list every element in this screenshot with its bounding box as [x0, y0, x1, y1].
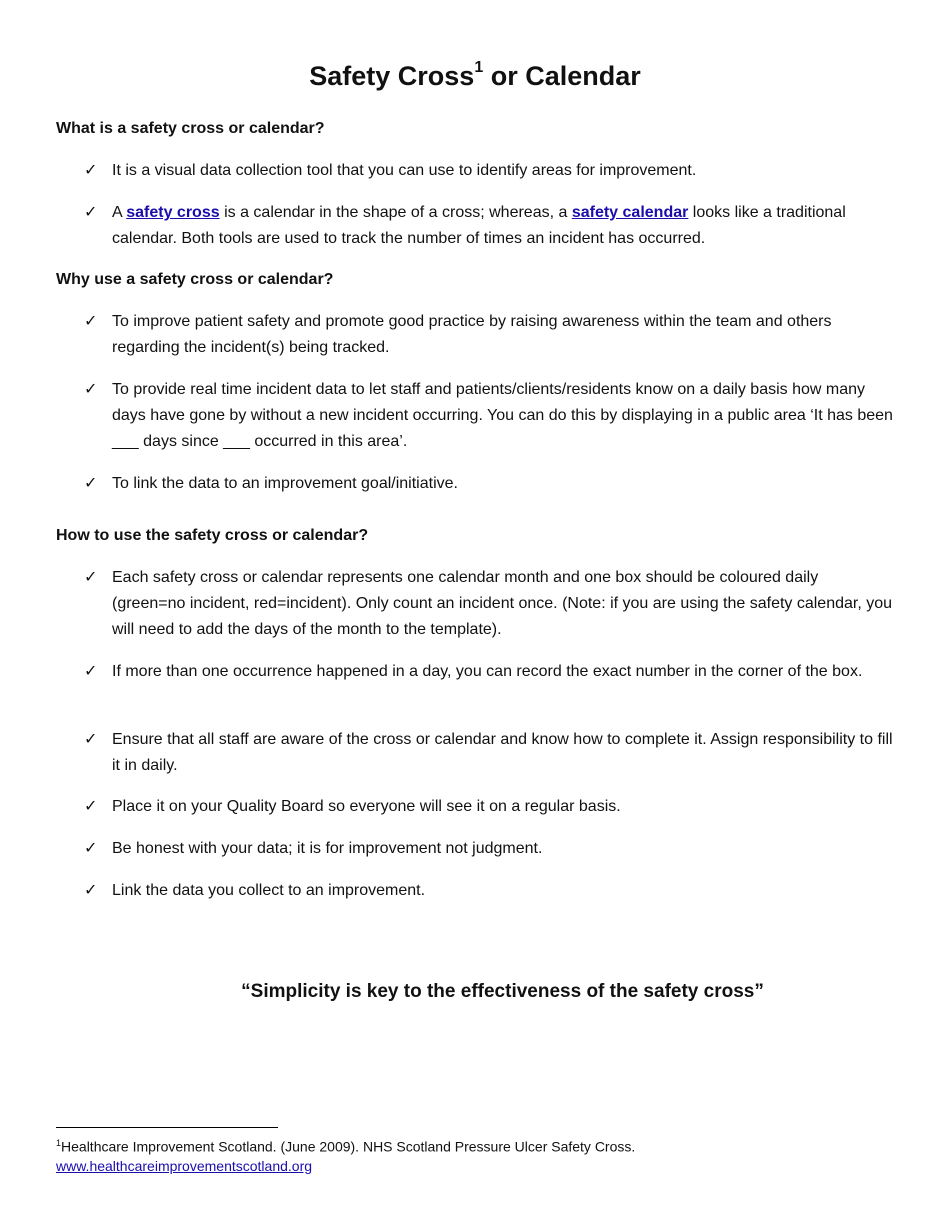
checkmark-icon: ✓ — [84, 381, 98, 398]
list-item-text — [112, 200, 894, 252]
list-item-text: Be honest with your data; it is for improvement not judgment. — [112, 840, 543, 857]
checkmark-icon: ✓ — [84, 475, 98, 492]
checkmark-icon: ✓ — [84, 569, 98, 586]
page-title — [0, 56, 950, 96]
list-item-text: It is a visual data collection tool that you can use to identify areas for improvement. — [112, 162, 697, 179]
heading-what: What is a safety cross or calendar? — [56, 120, 325, 137]
list-item-text: Each safety cross or calendar represents one calendar month and one box should be coloured daily (green=no incident, red=incident). Only count an incident once. (Note: if you are using the safety calendar, you will need to add the days of the month to the template). — [112, 569, 893, 638]
list-item-text: Ensure that all staff are aware of the cross or calendar and know how to complete it. Assign responsibility to fill it in daily. — [112, 731, 893, 774]
text-segment: A — [112, 204, 127, 221]
title-main: Safety Cross — [309, 61, 475, 91]
list-item-text: Place it on your Quality Board so everyone will see it on a regular basis. — [112, 798, 621, 815]
checkmark-icon: ✓ — [84, 162, 98, 179]
list-item — [84, 836, 894, 862]
safety-calendar-link[interactable]: safety calendar — [571, 204, 689, 221]
title-rest: or Calendar — [483, 61, 641, 91]
list-item — [84, 659, 894, 685]
footnote-text: Healthcare Improvement Scotland. (June 2009). NHS Scotland Pressure Ulcer Safety Cross. — [61, 1138, 636, 1155]
checkmark-icon: ✓ — [84, 882, 98, 899]
footnote-marker: 1 — [56, 1138, 62, 1148]
list-item-text: To link the data to an improvement goal/initiative. — [112, 475, 458, 492]
footnote — [56, 1134, 916, 1176]
checkmark-icon: ✓ — [84, 798, 98, 815]
list-item — [84, 200, 894, 252]
footnote-citation — [56, 1134, 916, 1157]
list-item-text: To provide real time incident data to let staff and patients/clients/residents know on a daily basis how many days have gone by without a new incident occurring. You can do this by displaying in a public area ‘It has been ___ days since ___ occurred in this area’. — [112, 381, 893, 450]
list-item — [84, 727, 894, 779]
checkmark-icon: ✓ — [84, 731, 98, 748]
list-item — [84, 309, 894, 361]
checkmark-icon: ✓ — [84, 840, 98, 857]
list-item — [84, 471, 894, 497]
safety-cross-link[interactable]: safety cross — [126, 204, 220, 221]
text-segment: looks like a traditional calendar. Both tools are used to track the number of times an incident has occurred. — [112, 204, 846, 247]
heading-how: How to use the safety cross or calendar? — [56, 527, 369, 544]
list-item-text: Link the data you collect to an improvement. — [112, 882, 426, 899]
heading-why: Why use a safety cross or calendar? — [56, 271, 334, 288]
footnote-link[interactable]: www.healthcareimprovementscotland.org — [56, 1157, 313, 1174]
list-item — [84, 377, 894, 455]
pull-quote: “Simplicity is key to the effectiveness of the safety cross” — [241, 981, 764, 1002]
footnote-divider — [56, 1127, 278, 1128]
list-item-text: To improve patient safety and promote good practice by raising awareness within the team and others regarding the incident(s) being tracked. — [112, 313, 832, 356]
title-footnote-ref: 1 — [474, 59, 484, 76]
checkmark-icon: ✓ — [84, 663, 98, 680]
checkmark-icon: ✓ — [84, 313, 98, 330]
checkmark-icon: ✓ — [84, 204, 98, 221]
list-item — [84, 878, 894, 904]
list-item — [84, 794, 894, 820]
text-segment: is a calendar in the shape of a cross; whereas, a — [219, 204, 572, 221]
list-item — [84, 158, 894, 184]
list-item — [84, 565, 894, 643]
list-item-text: If more than one occurrence happened in a day, you can record the exact number in the corner of the box. — [112, 663, 863, 680]
